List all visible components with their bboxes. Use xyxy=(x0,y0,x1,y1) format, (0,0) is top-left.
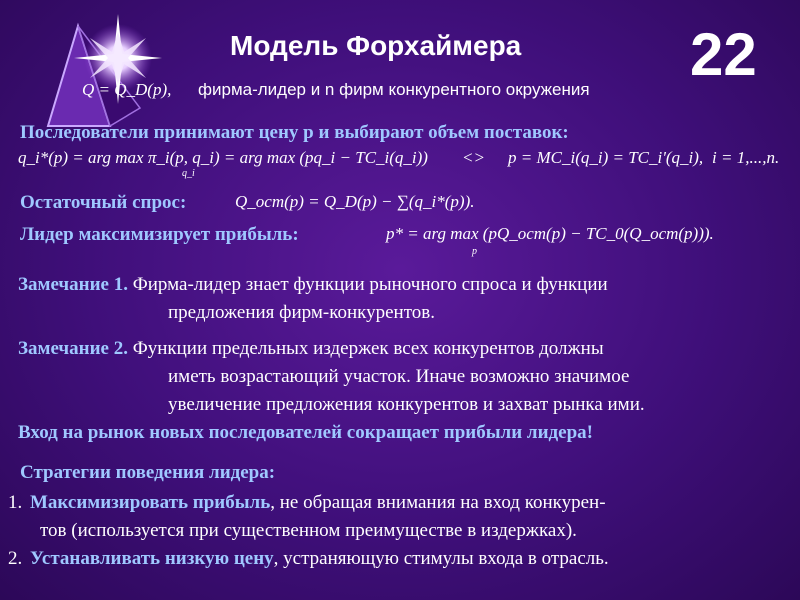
argmax-subscript: q_i xyxy=(182,168,195,179)
note-2-line-3: увеличение предложения конкурентов и захват рынка ими. xyxy=(168,394,645,415)
residual-demand-formula: Q_ост(p) = Q_D(p) − ∑(q_i*(p)). xyxy=(235,192,475,211)
note-2-line-1: Функции предельных издержек всех конкурентов должны xyxy=(132,338,604,359)
marginal-cost-formula: p = MC_i(q_i) = TC_i'(q_i), xyxy=(508,148,704,167)
strategy-2-bold: Устанавливать низкую цену xyxy=(30,548,274,569)
note-1-text: Фирма-лидер знает функции рыночного спроса и функции xyxy=(132,274,608,295)
equivalence-sign: <> xyxy=(462,148,485,167)
strategy-1-text: , не обращая внимания на вход конкурен- xyxy=(270,492,606,513)
note-1 xyxy=(18,274,608,296)
followers-heading: Последователи принимают цену p и выбирают объем поставок: xyxy=(20,122,569,143)
index-range: i = 1,...,n. xyxy=(712,148,780,167)
strategy-1-number: 1. xyxy=(8,492,23,513)
follower-optimization-formula: q_i*(p) = arg max π_i(p, q_i) = arg max (pq_i − TC_i(q_i)) xyxy=(18,148,428,167)
note-1-continuation: предложения фирм-конкурентов. xyxy=(168,302,435,323)
strategy-item-2 xyxy=(8,548,609,570)
note-1-label: Замечание 1. xyxy=(18,274,128,295)
leader-label: Лидер максимизирует прибыль: xyxy=(20,224,299,245)
slide-number: 22 xyxy=(690,21,757,88)
residual-demand-label: Остаточный спрос: xyxy=(20,192,187,213)
subtitle-text: фирма-лидер и n фирм конкурентного окружения xyxy=(198,80,590,99)
note-2-label: Замечание 2. xyxy=(18,338,128,359)
note-2 xyxy=(18,338,604,360)
entry-warning: Вход на рынок новых последователей сокращает прибыли лидера! xyxy=(18,422,593,443)
strategy-1-continuation: тов (используется при существенном преимуществе в издержках). xyxy=(40,520,577,541)
leader-profit-formula: p* = arg max (pQ_ост(p) − TC_0(Q_ост(p))). xyxy=(386,224,714,243)
strategy-2-number: 2. xyxy=(8,548,23,569)
strategy-1-bold: Максимизировать прибыль xyxy=(30,492,271,513)
strategies-heading: Стратегии поведения лидера: xyxy=(20,462,276,483)
leader-argmax-subscript: p xyxy=(472,246,477,257)
slide-title: Модель Форхаймера xyxy=(230,30,522,61)
strategy-item-1 xyxy=(8,492,606,514)
demand-formula: Q = Q_D(p), xyxy=(82,80,172,99)
sparkle-star-icon xyxy=(40,8,190,138)
note-2-line-2: иметь возрастающий участок. Иначе возможно значимое xyxy=(168,366,630,387)
strategy-2-text: , устраняющую стимулы входа в отрасль. xyxy=(273,548,609,569)
